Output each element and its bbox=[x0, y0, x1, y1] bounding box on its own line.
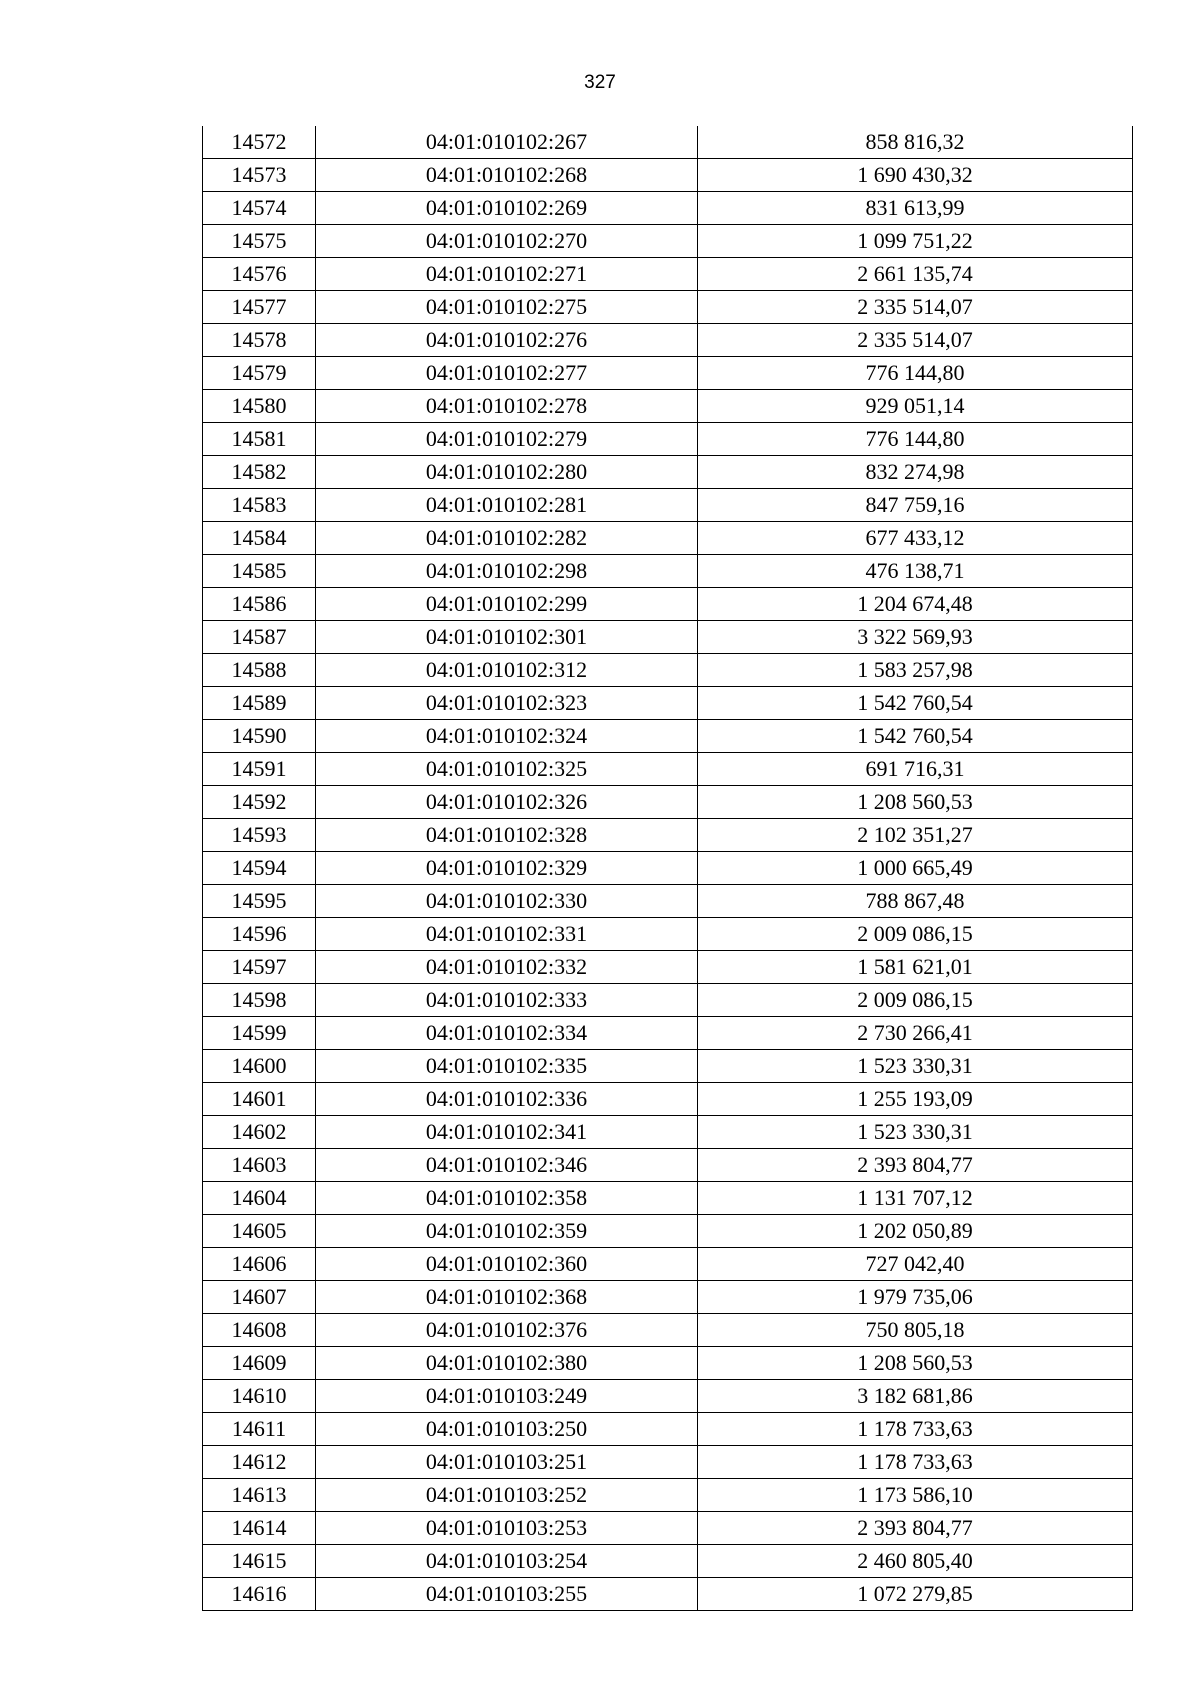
cadastral-number-cell: 04:01:010102:270 bbox=[316, 225, 698, 258]
table-row bbox=[203, 786, 1133, 819]
cadastral-number-cell: 04:01:010102:325 bbox=[316, 753, 698, 786]
row-number-cell: 14591 bbox=[203, 753, 316, 786]
table-row bbox=[203, 588, 1133, 621]
cadastral-value-cell: 1 099 751,22 bbox=[698, 225, 1133, 258]
row-number-cell: 14573 bbox=[203, 159, 316, 192]
cadastral-number-cell: 04:01:010103:252 bbox=[316, 1479, 698, 1512]
cadastral-value-cell: 677 433,12 bbox=[698, 522, 1133, 555]
cadastral-number-cell: 04:01:010102:331 bbox=[316, 918, 698, 951]
cadastral-value-cell: 1 523 330,31 bbox=[698, 1050, 1133, 1083]
table-row bbox=[203, 1347, 1133, 1380]
table-body bbox=[203, 126, 1133, 1611]
row-number-cell: 14599 bbox=[203, 1017, 316, 1050]
row-number-cell: 14606 bbox=[203, 1248, 316, 1281]
row-number-cell: 14590 bbox=[203, 720, 316, 753]
row-number-cell: 14588 bbox=[203, 654, 316, 687]
cadastral-number-cell: 04:01:010102:329 bbox=[316, 852, 698, 885]
cadastral-value-cell: 2 393 804,77 bbox=[698, 1512, 1133, 1545]
table-row bbox=[203, 522, 1133, 555]
cadastral-number-cell: 04:01:010102:280 bbox=[316, 456, 698, 489]
row-number-cell: 14608 bbox=[203, 1314, 316, 1347]
cadastral-value-cell: 3 322 569,93 bbox=[698, 621, 1133, 654]
cadastral-number-cell: 04:01:010102:358 bbox=[316, 1182, 698, 1215]
cadastral-value-cell: 858 816,32 bbox=[698, 126, 1133, 159]
row-number-cell: 14587 bbox=[203, 621, 316, 654]
table-row bbox=[203, 357, 1133, 390]
row-number-cell: 14614 bbox=[203, 1512, 316, 1545]
cadastral-value-cell: 1 690 430,32 bbox=[698, 159, 1133, 192]
row-number-cell: 14575 bbox=[203, 225, 316, 258]
table-row bbox=[203, 324, 1133, 357]
table-row bbox=[203, 1545, 1133, 1578]
table-row bbox=[203, 1050, 1133, 1083]
cadastral-number-cell: 04:01:010102:324 bbox=[316, 720, 698, 753]
table-row bbox=[203, 192, 1133, 225]
cadastral-number-cell: 04:01:010102:275 bbox=[316, 291, 698, 324]
table-row bbox=[203, 1149, 1133, 1182]
row-number-cell: 14586 bbox=[203, 588, 316, 621]
cadastral-number-cell: 04:01:010102:330 bbox=[316, 885, 698, 918]
row-number-cell: 14610 bbox=[203, 1380, 316, 1413]
row-number-cell: 14585 bbox=[203, 555, 316, 588]
cadastral-value-cell: 2 393 804,77 bbox=[698, 1149, 1133, 1182]
cadastral-value-cell: 2 730 266,41 bbox=[698, 1017, 1133, 1050]
cadastral-value-cell: 1 178 733,63 bbox=[698, 1413, 1133, 1446]
row-number-cell: 14604 bbox=[203, 1182, 316, 1215]
cadastral-value-cell: 929 051,14 bbox=[698, 390, 1133, 423]
row-number-cell: 14611 bbox=[203, 1413, 316, 1446]
cadastral-number-cell: 04:01:010103:251 bbox=[316, 1446, 698, 1479]
row-number-cell: 14577 bbox=[203, 291, 316, 324]
row-number-cell: 14592 bbox=[203, 786, 316, 819]
row-number-cell: 14578 bbox=[203, 324, 316, 357]
cadastral-number-cell: 04:01:010102:282 bbox=[316, 522, 698, 555]
table-row bbox=[203, 555, 1133, 588]
cadastral-number-cell: 04:01:010102:271 bbox=[316, 258, 698, 291]
row-number-cell: 14605 bbox=[203, 1215, 316, 1248]
cadastral-value-cell: 1 255 193,09 bbox=[698, 1083, 1133, 1116]
cadastral-number-cell: 04:01:010102:267 bbox=[316, 126, 698, 159]
row-number-cell: 14595 bbox=[203, 885, 316, 918]
table-row bbox=[203, 258, 1133, 291]
cadastral-value-cell: 3 182 681,86 bbox=[698, 1380, 1133, 1413]
cadastral-number-cell: 04:01:010102:299 bbox=[316, 588, 698, 621]
cadastral-value-cell: 476 138,71 bbox=[698, 555, 1133, 588]
cadastral-number-cell: 04:01:010102:332 bbox=[316, 951, 698, 984]
cadastral-number-cell: 04:01:010102:359 bbox=[316, 1215, 698, 1248]
cadastral-value-cell: 776 144,80 bbox=[698, 423, 1133, 456]
table-row bbox=[203, 489, 1133, 522]
cadastral-number-cell: 04:01:010102:298 bbox=[316, 555, 698, 588]
row-number-cell: 14602 bbox=[203, 1116, 316, 1149]
cadastral-number-cell: 04:01:010102:368 bbox=[316, 1281, 698, 1314]
cadastral-value-table bbox=[202, 126, 1133, 1611]
cadastral-number-cell: 04:01:010102:335 bbox=[316, 1050, 698, 1083]
table-row bbox=[203, 225, 1133, 258]
cadastral-value-cell: 788 867,48 bbox=[698, 885, 1133, 918]
cadastral-number-cell: 04:01:010102:276 bbox=[316, 324, 698, 357]
row-number-cell: 14598 bbox=[203, 984, 316, 1017]
table-row bbox=[203, 984, 1133, 1017]
cadastral-value-cell: 1 072 279,85 bbox=[698, 1578, 1133, 1611]
row-number-cell: 14615 bbox=[203, 1545, 316, 1578]
table-row bbox=[203, 456, 1133, 489]
row-number-cell: 14597 bbox=[203, 951, 316, 984]
cadastral-value-cell: 776 144,80 bbox=[698, 357, 1133, 390]
cadastral-value-cell: 2 009 086,15 bbox=[698, 918, 1133, 951]
row-number-cell: 14600 bbox=[203, 1050, 316, 1083]
row-number-cell: 14609 bbox=[203, 1347, 316, 1380]
cadastral-number-cell: 04:01:010102:360 bbox=[316, 1248, 698, 1281]
row-number-cell: 14589 bbox=[203, 687, 316, 720]
table-row bbox=[203, 126, 1133, 159]
table-row bbox=[203, 1017, 1133, 1050]
table-row bbox=[203, 1479, 1133, 1512]
row-number-cell: 14612 bbox=[203, 1446, 316, 1479]
row-number-cell: 14616 bbox=[203, 1578, 316, 1611]
row-number-cell: 14613 bbox=[203, 1479, 316, 1512]
cadastral-value-cell: 2 460 805,40 bbox=[698, 1545, 1133, 1578]
table-row bbox=[203, 423, 1133, 456]
table-row bbox=[203, 852, 1133, 885]
row-number-cell: 14572 bbox=[203, 126, 316, 159]
cadastral-value-cell: 847 759,16 bbox=[698, 489, 1133, 522]
cadastral-value-cell: 1 131 707,12 bbox=[698, 1182, 1133, 1215]
table-row bbox=[203, 1116, 1133, 1149]
cadastral-number-cell: 04:01:010102:346 bbox=[316, 1149, 698, 1182]
cadastral-number-cell: 04:01:010103:253 bbox=[316, 1512, 698, 1545]
row-number-cell: 14581 bbox=[203, 423, 316, 456]
cadastral-number-cell: 04:01:010102:341 bbox=[316, 1116, 698, 1149]
table-row bbox=[203, 885, 1133, 918]
row-number-cell: 14574 bbox=[203, 192, 316, 225]
cadastral-number-cell: 04:01:010102:277 bbox=[316, 357, 698, 390]
cadastral-value-cell: 1 178 733,63 bbox=[698, 1446, 1133, 1479]
cadastral-number-cell: 04:01:010102:281 bbox=[316, 489, 698, 522]
cadastral-value-cell: 691 716,31 bbox=[698, 753, 1133, 786]
table-row bbox=[203, 1380, 1133, 1413]
table-row bbox=[203, 1314, 1133, 1347]
table-row bbox=[203, 1413, 1133, 1446]
cadastral-number-cell: 04:01:010103:254 bbox=[316, 1545, 698, 1578]
table-row bbox=[203, 1215, 1133, 1248]
row-number-cell: 14607 bbox=[203, 1281, 316, 1314]
table-row bbox=[203, 753, 1133, 786]
table-row bbox=[203, 1248, 1133, 1281]
cadastral-number-cell: 04:01:010102:278 bbox=[316, 390, 698, 423]
cadastral-number-cell: 04:01:010102:279 bbox=[316, 423, 698, 456]
cadastral-value-cell: 1 208 560,53 bbox=[698, 1347, 1133, 1380]
cadastral-number-cell: 04:01:010102:336 bbox=[316, 1083, 698, 1116]
cadastral-value-cell: 727 042,40 bbox=[698, 1248, 1133, 1281]
cadastral-number-cell: 04:01:010102:328 bbox=[316, 819, 698, 852]
cadastral-value-cell: 1 979 735,06 bbox=[698, 1281, 1133, 1314]
table-row bbox=[203, 159, 1133, 192]
cadastral-value-cell: 1 523 330,31 bbox=[698, 1116, 1133, 1149]
cadastral-number-cell: 04:01:010102:312 bbox=[316, 654, 698, 687]
cadastral-value-cell: 1 173 586,10 bbox=[698, 1479, 1133, 1512]
cadastral-value-cell: 1 202 050,89 bbox=[698, 1215, 1133, 1248]
row-number-cell: 14594 bbox=[203, 852, 316, 885]
table-row bbox=[203, 720, 1133, 753]
table-row bbox=[203, 918, 1133, 951]
table-row bbox=[203, 390, 1133, 423]
table-row bbox=[203, 1446, 1133, 1479]
cadastral-number-cell: 04:01:010102:326 bbox=[316, 786, 698, 819]
row-number-cell: 14580 bbox=[203, 390, 316, 423]
table-row bbox=[203, 1083, 1133, 1116]
cadastral-number-cell: 04:01:010102:333 bbox=[316, 984, 698, 1017]
cadastral-number-cell: 04:01:010102:268 bbox=[316, 159, 698, 192]
cadastral-number-cell: 04:01:010102:376 bbox=[316, 1314, 698, 1347]
cadastral-value-cell: 1 208 560,53 bbox=[698, 786, 1133, 819]
row-number-cell: 14596 bbox=[203, 918, 316, 951]
cadastral-value-cell: 831 613,99 bbox=[698, 192, 1133, 225]
cadastral-value-cell: 2 335 514,07 bbox=[698, 291, 1133, 324]
cadastral-value-cell: 2 335 514,07 bbox=[698, 324, 1133, 357]
cadastral-value-cell: 1 542 760,54 bbox=[698, 687, 1133, 720]
table-row bbox=[203, 621, 1133, 654]
cadastral-value-table-container bbox=[202, 126, 1132, 1611]
row-number-cell: 14603 bbox=[203, 1149, 316, 1182]
row-number-cell: 14583 bbox=[203, 489, 316, 522]
row-number-cell: 14584 bbox=[203, 522, 316, 555]
table-row bbox=[203, 1512, 1133, 1545]
cadastral-value-cell: 1 542 760,54 bbox=[698, 720, 1133, 753]
cadastral-number-cell: 04:01:010102:269 bbox=[316, 192, 698, 225]
cadastral-value-cell: 1 581 621,01 bbox=[698, 951, 1133, 984]
cadastral-number-cell: 04:01:010102:380 bbox=[316, 1347, 698, 1380]
table-row bbox=[203, 654, 1133, 687]
cadastral-value-cell: 1 583 257,98 bbox=[698, 654, 1133, 687]
cadastral-number-cell: 04:01:010102:323 bbox=[316, 687, 698, 720]
row-number-cell: 14582 bbox=[203, 456, 316, 489]
cadastral-value-cell: 832 274,98 bbox=[698, 456, 1133, 489]
table-row bbox=[203, 819, 1133, 852]
cadastral-value-cell: 2 009 086,15 bbox=[698, 984, 1133, 1017]
row-number-cell: 14576 bbox=[203, 258, 316, 291]
cadastral-number-cell: 04:01:010103:249 bbox=[316, 1380, 698, 1413]
cadastral-value-cell: 2 661 135,74 bbox=[698, 258, 1133, 291]
cadastral-value-cell: 2 102 351,27 bbox=[698, 819, 1133, 852]
cadastral-number-cell: 04:01:010103:255 bbox=[316, 1578, 698, 1611]
table-row bbox=[203, 687, 1133, 720]
cadastral-value-cell: 1 000 665,49 bbox=[698, 852, 1133, 885]
table-row bbox=[203, 291, 1133, 324]
page-number: 327 bbox=[584, 72, 616, 93]
cadastral-number-cell: 04:01:010102:301 bbox=[316, 621, 698, 654]
table-row bbox=[203, 1281, 1133, 1314]
cadastral-value-cell: 1 204 674,48 bbox=[698, 588, 1133, 621]
cadastral-value-cell: 750 805,18 bbox=[698, 1314, 1133, 1347]
table-row bbox=[203, 1182, 1133, 1215]
row-number-cell: 14601 bbox=[203, 1083, 316, 1116]
row-number-cell: 14593 bbox=[203, 819, 316, 852]
table-row bbox=[203, 951, 1133, 984]
table-row bbox=[203, 1578, 1133, 1611]
row-number-cell: 14579 bbox=[203, 357, 316, 390]
cadastral-number-cell: 04:01:010102:334 bbox=[316, 1017, 698, 1050]
cadastral-number-cell: 04:01:010103:250 bbox=[316, 1413, 698, 1446]
